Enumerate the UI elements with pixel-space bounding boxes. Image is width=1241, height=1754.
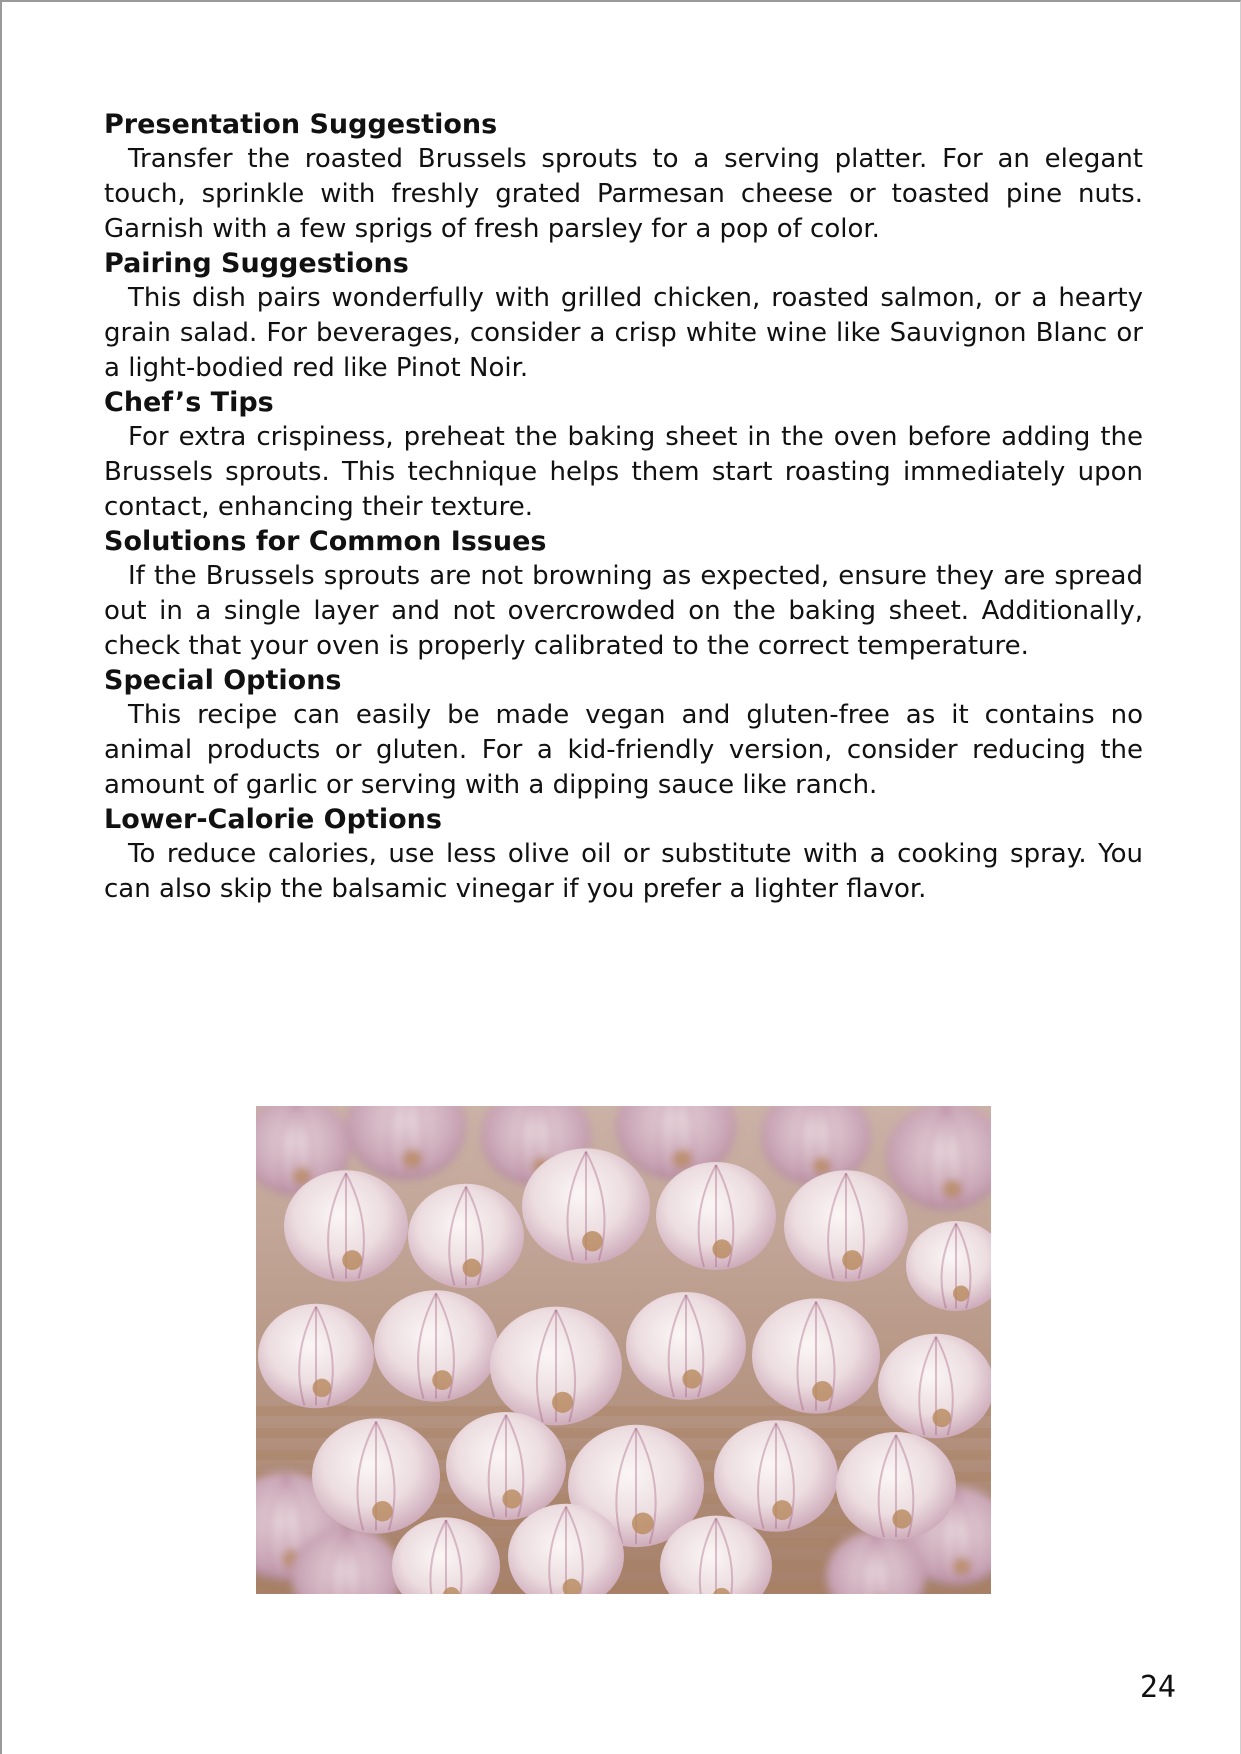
section-body: To reduce calories, use less olive oil or substitute with a cooking spray. You can also skip the balsamic vinegar if you prefer a lighter flavor.: [104, 839, 1143, 904]
section-heading: Lower-Calorie Options: [104, 804, 442, 835]
garlic-photo-illustration: [256, 1106, 991, 1594]
section-heading: Chef’s Tips: [104, 387, 274, 418]
section-body: This recipe can easily be made vegan and gluten-free as it contains no animal products or gluten. For a kid-friendly version, consider reducing the amount of garlic or serving with a dipping sauce like ranch.: [104, 700, 1143, 800]
basket-strip: [256, 1406, 991, 1416]
page-content: [104, 108, 1143, 907]
section-heading: Solutions for Common Issues: [104, 526, 547, 557]
garlic-bulb: [752, 1298, 880, 1413]
section-lower-calorie: [104, 803, 1143, 907]
section-body: Transfer the roasted Brussels sprouts to a serving platter. For an elegant touch, sprinkle with freshly grated Parmesan cheese or toasted pine nuts. Garnish with a few sprigs of fresh parsley for a pop of color.: [104, 144, 1143, 244]
section-body: If the Brussels sprouts are not browning as expected, ensure they are spread out in a single layer and not overcrowded on the baking sheet. Additionally, check that your oven is properly calibrated to the correct temperature.: [104, 561, 1143, 661]
section-pairing: [104, 247, 1143, 386]
garlic-bulb: [312, 1418, 440, 1533]
garlic-bulb: [656, 1162, 776, 1270]
garlic-bulb: [784, 1170, 908, 1282]
garlic-bulb: [836, 1432, 956, 1540]
section-heading: Presentation Suggestions: [104, 109, 498, 140]
section-common-issues: [104, 525, 1143, 664]
section-chefs-tips: [104, 386, 1143, 525]
garlic-bulb: [878, 1334, 991, 1438]
section-presentation: [104, 108, 1143, 247]
garlic-bulb: [714, 1420, 838, 1532]
garlic-bulbs-photo: [256, 1106, 991, 1594]
garlic-bulb: [284, 1170, 408, 1282]
garlic-bulb: [374, 1290, 498, 1402]
garlic-bulb: [408, 1184, 524, 1288]
section-heading: Pairing Suggestions: [104, 248, 409, 279]
garlic-bulb: [522, 1148, 650, 1263]
garlic-bulb: [446, 1412, 566, 1520]
garlic-bulb: [626, 1292, 746, 1400]
garlic-bulb: [258, 1304, 374, 1408]
section-heading: Special Options: [104, 665, 342, 696]
section-body: For extra crispiness, preheat the baking sheet in the oven before adding the Brussels sprouts. This technique helps them start roasting immediately upon contact, enhancing their texture.: [104, 422, 1143, 522]
section-body: This dish pairs wonderfully with grilled chicken, roasted salmon, or a hearty grain salad. For beverages, consider a crisp white wine like Sauvignon Blanc or a light-bodied red like Pinot Noir.: [104, 283, 1143, 383]
page-number: 24: [1139, 1670, 1176, 1705]
garlic-bulb: [490, 1307, 622, 1426]
section-special-options: [104, 664, 1143, 803]
